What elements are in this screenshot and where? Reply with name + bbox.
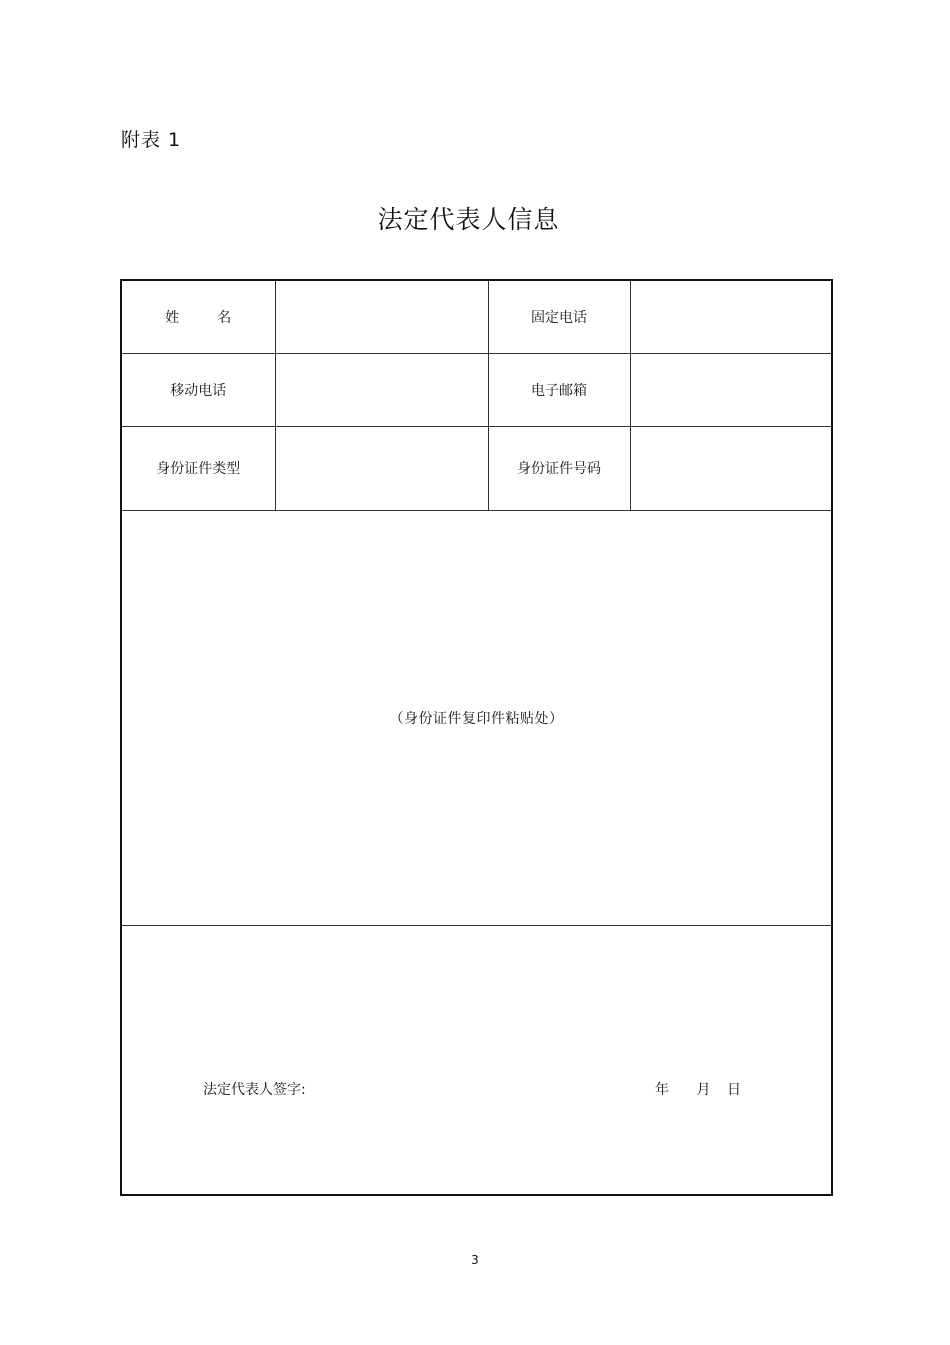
page-title: 法定代表人信息 [377, 205, 560, 234]
name-label-cell [121, 280, 275, 353]
form-row-signature [121, 925, 832, 1195]
id-copy-placeholder: （身份证件复印件粘贴处） [389, 710, 564, 727]
date-year-label: 年 [655, 1081, 669, 1098]
name-field[interactable] [275, 280, 488, 353]
page-number: 3 [471, 1253, 479, 1267]
signature-label: 法定代表人签字: [203, 1081, 306, 1098]
landline-field[interactable] [630, 280, 832, 353]
id-number-field[interactable] [630, 426, 832, 510]
form-row-mobile-email [121, 353, 832, 426]
signature-area[interactable] [121, 925, 832, 1195]
form-row-id-type-number [121, 426, 832, 510]
legal-representative-form [120, 279, 833, 1196]
id-type-label: 身份证件类型 [121, 426, 275, 510]
name-label: 姓 名 [165, 309, 232, 326]
mobile-label: 移动电话 [121, 353, 275, 426]
mobile-field[interactable] [275, 353, 488, 426]
date-day-label: 日 [727, 1081, 741, 1098]
landline-label: 固定电话 [488, 280, 630, 353]
id-type-field[interactable] [275, 426, 488, 510]
appendix-label: 附表 1 [121, 129, 182, 151]
form-row-id-copy [121, 510, 832, 925]
email-label: 电子邮箱 [488, 353, 630, 426]
signature-date [641, 1079, 744, 1099]
email-field[interactable] [630, 353, 832, 426]
date-month-label: 月 [696, 1081, 711, 1098]
form-row-name-phone [121, 280, 832, 353]
id-number-label: 身份证件号码 [488, 426, 630, 510]
id-copy-paste-area [121, 510, 832, 925]
